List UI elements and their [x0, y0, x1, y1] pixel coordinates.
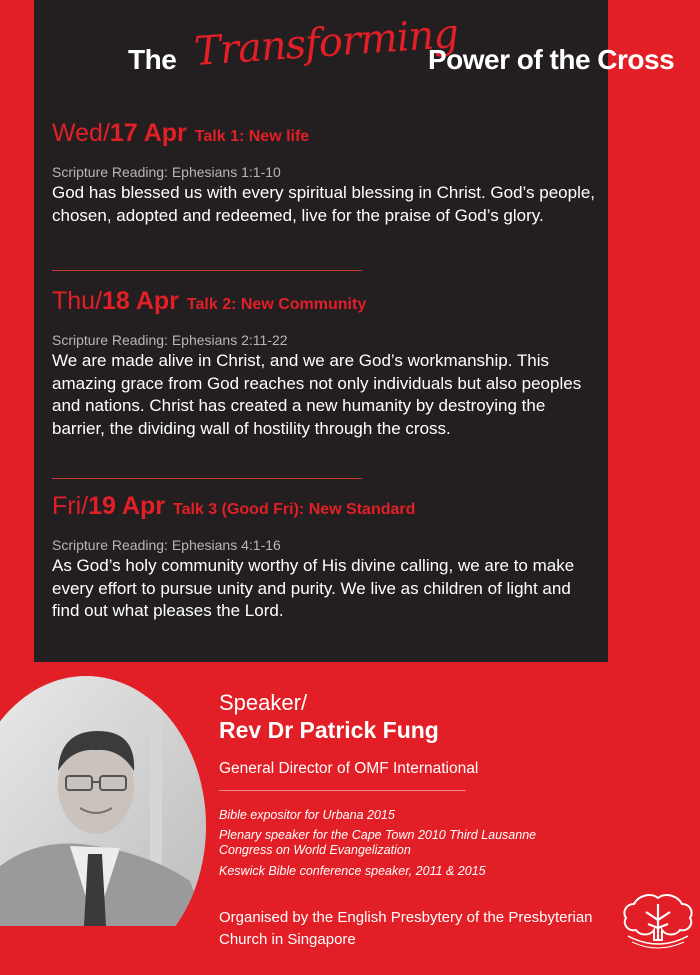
title-part-2: Power of the Cross — [428, 44, 675, 75]
talk-2-date: 18 Apr — [102, 287, 179, 315]
talk-2-heading — [52, 287, 366, 316]
title-script-word: Transforming — [192, 10, 460, 76]
talk-3-description: As God’s holy community worthy of His divine calling, we are to make every effort to pursue unity and purity. We live as children of light and find out what pleases the Lord. — [52, 556, 575, 620]
talk-2-scripture: Scripture Reading: Ephesians 2:11-22 — [52, 332, 288, 348]
talk-3-scripture: Scripture Reading: Ephesians 4:1-16 — [52, 537, 281, 553]
organiser-text: Organised by the English Presbytery of the Presbyterian Church in Singapore — [219, 909, 593, 948]
title-part-1: The — [128, 44, 177, 75]
talk-1-day: Wed/ — [52, 119, 110, 147]
talk-3-day: Fri/ — [52, 492, 89, 520]
talk-1-date: 17 Apr — [109, 119, 187, 147]
page-title — [128, 10, 700, 100]
talk-1-title: Talk 1: New life — [194, 128, 310, 145]
talk-1-description: God has blessed us with every spiritual blessing in Christ. God’s people, chosen, adopted and redeemed, live for the praise of God’s glory. — [52, 183, 596, 225]
speaker-credential-2: Plenary speaker for the Cape Town 2010 Third Lausanne Congress on World Evangelization — [219, 828, 537, 857]
speaker-name: Rev Dr Patrick Fung — [219, 717, 439, 743]
speaker-photo — [0, 676, 206, 926]
speaker-credential-1: Bible expositor for Urbana 2015 — [219, 808, 395, 822]
talk-2-description: We are made alive in Christ, and we are God’s workmanship. This amazing grace from God reaches not only individuals but also peoples and nations. Christ has created a new humanity by destroying the barrier, the dividing wall of hostility through the cross. — [52, 351, 582, 438]
speaker-label: Speaker/ — [219, 690, 308, 715]
church-tree-logo-icon — [620, 890, 696, 952]
talk-1-heading — [52, 119, 309, 148]
speaker-divider — [219, 790, 466, 791]
talk-3-heading — [52, 492, 415, 521]
talk-3-date: 19 Apr — [88, 492, 165, 520]
talk-1-scripture: Scripture Reading: Ephesians 1:1-10 — [52, 164, 281, 180]
talk-2-day: Thu/ — [52, 287, 103, 315]
talk-3-title: Talk 3 (Good Fri): New Standard — [173, 501, 416, 518]
divider-2 — [52, 478, 362, 479]
speaker-credential-3: Keswick Bible conference speaker, 2011 & 2015 — [219, 864, 486, 878]
divider-1 — [52, 270, 362, 271]
talk-2-title: Talk 2: New Community — [186, 296, 367, 313]
speaker-role: General Director of OMF International — [219, 760, 479, 777]
